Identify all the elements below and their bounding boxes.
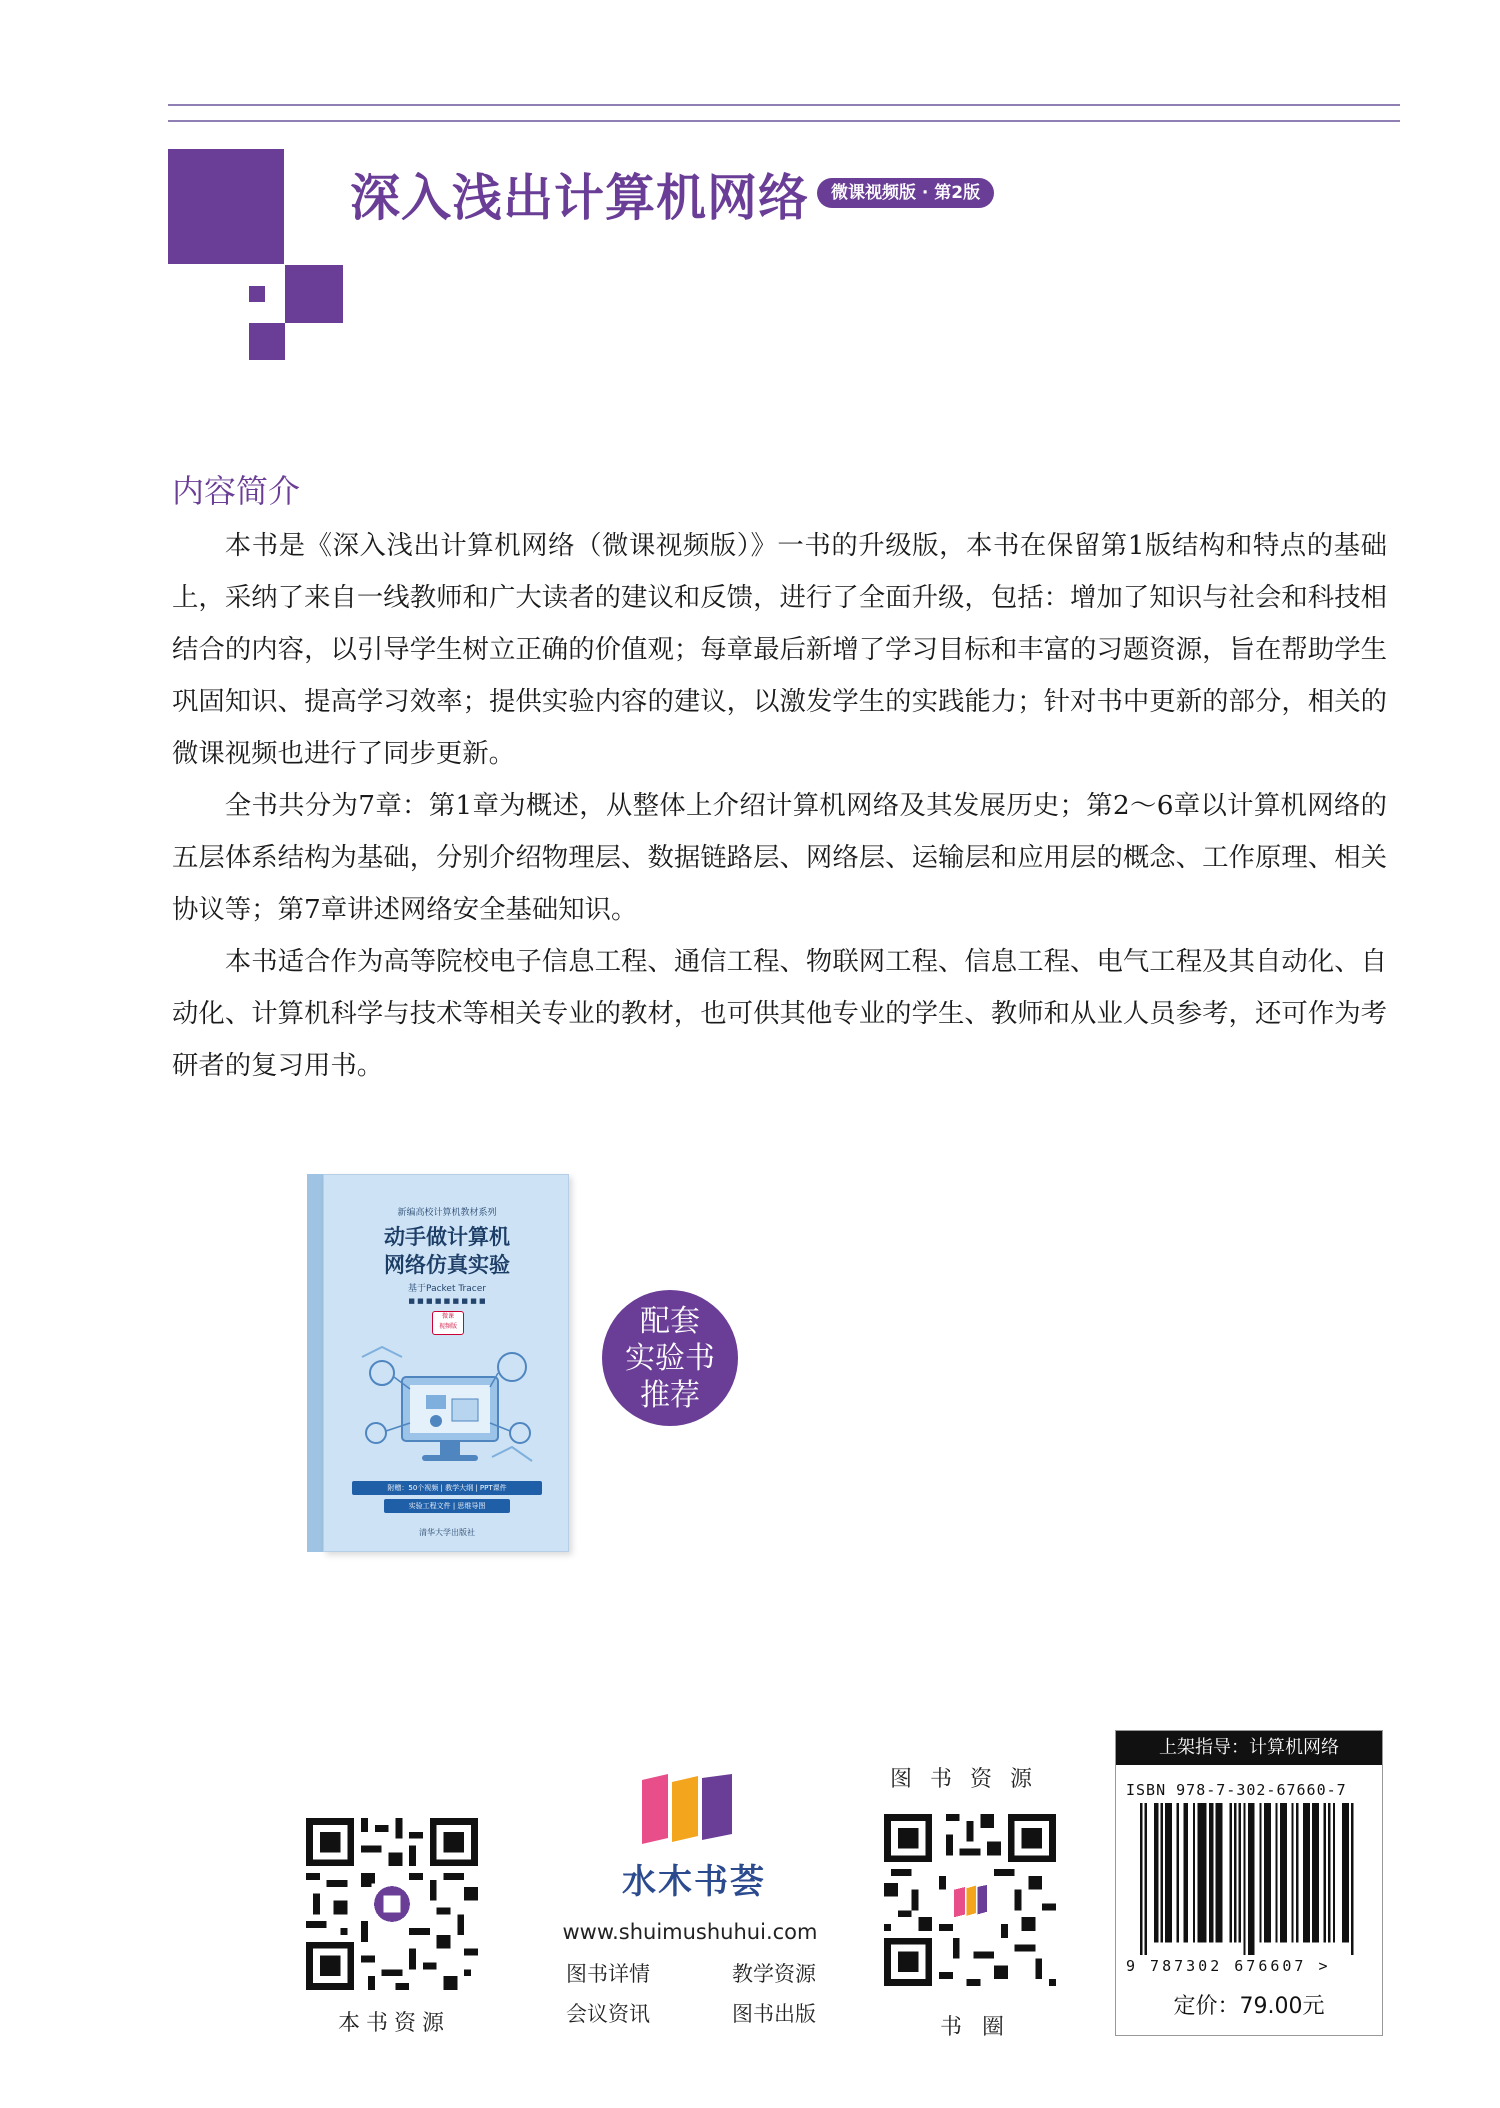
barcode-bar xyxy=(1248,1803,1250,1955)
companion-authors: ■ ■ ■ ■ ■ ■ ■ ■ ■ xyxy=(408,1297,486,1305)
barcode-bar xyxy=(1269,1803,1271,1942)
barcode-bar xyxy=(1140,1803,1142,1955)
barcode-bar xyxy=(1177,1803,1179,1942)
barcode-bar xyxy=(1154,1803,1156,1942)
recommend-line: 配套 xyxy=(640,1303,700,1339)
book-series: 新编高校计算机教材系列 xyxy=(397,1208,497,1218)
barcode-bar xyxy=(1161,1803,1163,1942)
intro-body xyxy=(172,520,1387,1092)
book-spine xyxy=(307,1174,324,1552)
qr-caption-book-circle: 书圈 xyxy=(940,2015,1025,2040)
network-illustration xyxy=(352,1337,542,1477)
barcode-bar xyxy=(1266,1803,1268,1942)
companion-subtitle: 基于Packet Tracer xyxy=(408,1284,486,1294)
barcode-bar xyxy=(1220,1803,1222,1942)
barcode-bar xyxy=(1234,1803,1236,1942)
link-teaching-resources[interactable]: 教学资源 xyxy=(732,1962,816,1986)
decor-square-small xyxy=(249,286,265,302)
barcode-bar xyxy=(1328,1803,1330,1942)
book-title: 深入浅出计算机网络 xyxy=(350,169,809,227)
barcode-bar xyxy=(1305,1803,1307,1942)
shuimu-logo-text: 水木书荟 xyxy=(622,1862,766,1902)
companion-resource-bar: 实验工程文件 | 思维导图 xyxy=(384,1499,510,1513)
barcode-bar xyxy=(1347,1803,1349,1942)
barcode-bar xyxy=(1285,1803,1287,1942)
companion-resource-bar: 附赠：50个视频 | 教学大纲 | PPT课件 xyxy=(352,1481,542,1495)
shuimu-logo-icon xyxy=(642,1774,732,1844)
barcode-bar xyxy=(1202,1803,1204,1942)
recommend-line: 实验书 xyxy=(625,1340,715,1376)
barcode-bar xyxy=(1264,1803,1266,1942)
barcode-bar xyxy=(1193,1803,1195,1942)
isbn-barcode-box xyxy=(1115,1730,1383,2036)
barcode-bar xyxy=(1239,1803,1241,1942)
website-link[interactable]: www.shuimushuhui.com xyxy=(562,1920,818,1944)
barcode-bar xyxy=(1342,1803,1344,1942)
barcode-bar xyxy=(1204,1803,1206,1942)
isbn-number: ISBN 978-7-302-67660-7 xyxy=(1126,1781,1347,1799)
barcode-bar xyxy=(1324,1803,1326,1942)
barcode-bar xyxy=(1351,1803,1353,1955)
intro-paragraph: 本书是《深入浅出计算机网络（微课视频版）》一书的升级版，本书在保留第1版结构和特点的基础上，采纳了来自一线教师和广大读者的建议和反馈，进行了全面升级，包括：增加了知识与社会和科技相结合的内容，以引导学生树立正确的价值观；每章最后新增了学习目标和丰富的习题资源，旨在帮助学生巩固知识、提高学习效率；提供实验内容的建议，以激发学生的实践能力；针对书中更新的部分，相关的微课视频也进行了同步更新。 xyxy=(172,530,1387,769)
barcode-bar xyxy=(1170,1803,1172,1942)
barcode-bar xyxy=(1259,1803,1261,1942)
badge-line: 微课 xyxy=(441,1313,454,1320)
section-heading-intro: 内容简介 xyxy=(172,472,301,510)
companion-publisher: 清华大学出版社 xyxy=(419,1528,475,1537)
shelf-guide: 上架指导：计算机网络 xyxy=(1116,1731,1382,1765)
barcode-bar xyxy=(1168,1803,1170,1942)
companion-title-line: 动手做计算机 xyxy=(384,1225,510,1249)
companion-book-cover xyxy=(307,1174,569,1552)
companion-title-line: 网络仿真实验 xyxy=(384,1253,510,1277)
barcode-bar xyxy=(1275,1803,1277,1942)
barcode-bar xyxy=(1197,1803,1199,1942)
price: 定价：79.00元 xyxy=(1173,1994,1325,2019)
barcode-bar xyxy=(1184,1803,1186,1942)
decor-square-bottom xyxy=(249,323,285,360)
qr-code-book-resources[interactable] xyxy=(306,1818,478,1990)
barcode-bar xyxy=(1156,1803,1158,1942)
intro-paragraph: 全书共分为7章：第1章为概述，从整体上介绍计算机网络及其发展历史；第2～6章以计算机网络的五层体系结构为基础，分别介绍物理层、数据链路层、网络层、运输层和应用层的概念、工作原理、相关协议等；第7章讲述网络安全基础知识。 xyxy=(172,790,1387,925)
ean-digits: 9 787302 676607 > xyxy=(1126,1957,1331,1975)
companion-badge xyxy=(432,1311,464,1335)
barcode-bar xyxy=(1186,1803,1188,1942)
badge-line: 视频版 xyxy=(438,1323,457,1330)
book-front xyxy=(323,1174,569,1552)
footer-links-row-1 xyxy=(566,1958,816,1988)
barcode-bar xyxy=(1252,1803,1254,1955)
decor-square-medium xyxy=(285,265,343,323)
barcode-bar xyxy=(1145,1803,1147,1955)
barcode-bar xyxy=(1209,1803,1211,1942)
decor-square-large xyxy=(168,149,284,264)
barcode-bar xyxy=(1280,1803,1282,1942)
link-conference-news[interactable]: 会议资讯 xyxy=(566,2002,650,2026)
edition-badge: 微课视频版 · 第2版 xyxy=(817,178,994,208)
barcode-bar xyxy=(1317,1803,1319,1942)
barcode-bar xyxy=(1303,1803,1305,1942)
top-rule-1 xyxy=(168,104,1400,106)
top-rule-2 xyxy=(168,120,1400,122)
barcode-bar xyxy=(1218,1803,1220,1942)
barcode-bar xyxy=(1250,1803,1252,1955)
recommend-badge xyxy=(602,1290,738,1426)
barcode-bar xyxy=(1291,1803,1293,1942)
barcode-bar xyxy=(1344,1803,1346,1942)
barcode-bar xyxy=(1314,1803,1316,1942)
recommend-line: 推荐 xyxy=(640,1377,700,1413)
barcode-bar xyxy=(1200,1803,1202,1942)
qr-caption-book-resources: 本书资源 xyxy=(338,2011,451,2036)
barcode-bar xyxy=(1308,1803,1310,1942)
ean-barcode xyxy=(1140,1803,1358,1955)
barcode-bar xyxy=(1282,1803,1284,1942)
barcode-bar xyxy=(1216,1803,1218,1942)
intro-paragraph: 本书适合作为高等院校电子信息工程、通信工程、物联网工程、信息工程、电气工程及其自动化、自动化、计算机科学与技术等相关专业的教材，也可供其他专业的学生、教师和从业人员参考，还可作为考研者的复习用书。 xyxy=(172,946,1387,1081)
barcode-bar xyxy=(1296,1803,1298,1942)
barcode-bar xyxy=(1165,1803,1167,1942)
barcode-bar xyxy=(1312,1803,1314,1942)
companion-book-title xyxy=(324,1223,570,1279)
barcode-bar xyxy=(1333,1803,1335,1942)
link-book-details[interactable]: 图书详情 xyxy=(566,1962,650,1986)
barcode-bar xyxy=(1211,1803,1213,1942)
barcode-bar xyxy=(1229,1803,1231,1942)
qr-code-book-circle[interactable] xyxy=(884,1814,1056,1986)
qr-caption-book-resources-top: 图书资源 xyxy=(890,1767,1051,1792)
footer-links-row-2 xyxy=(566,1998,816,2028)
link-book-publishing[interactable]: 图书出版 xyxy=(732,2002,816,2026)
barcode-bar xyxy=(1243,1803,1245,1955)
